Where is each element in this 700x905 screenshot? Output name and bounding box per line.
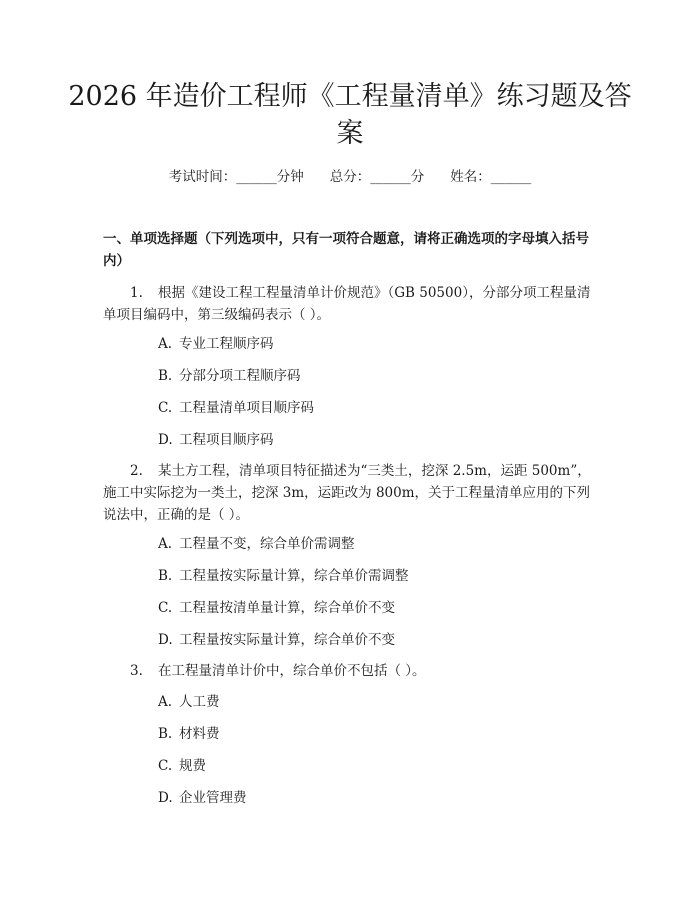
option-letter: B.	[158, 568, 173, 584]
option-text: 工程量清单项目顺序码	[179, 400, 314, 416]
option-letter: D.	[158, 632, 173, 648]
option-text: 人工费	[179, 694, 220, 710]
question-1-option-c	[158, 398, 314, 418]
exam-time-field: 考试时间：______分钟	[168, 169, 304, 185]
option-letter: C.	[158, 758, 173, 774]
option-text: 专业工程顺序码	[179, 336, 274, 352]
question-3-option-c	[158, 756, 206, 776]
option-text: 工程量按实际量计算，综合单价需调整	[179, 568, 409, 584]
question-3-option-b	[158, 724, 220, 744]
question-number: 2.	[130, 463, 143, 479]
question-2-option-d	[158, 630, 395, 650]
section-heading-single-choice: 一、单项选择题（下列选项中，只有一项符合题意，请将正确选项的字母填入括号内）	[103, 231, 589, 269]
question-3-option-a	[158, 692, 220, 712]
question-text: 根据《建设工程工程量清单计价规范》（GB 50500），分部分项工程量清单项目编码中，第三级编码表示（ ）。	[103, 285, 591, 323]
question-text: 某土方工程，清单项目特征描述为“三类土，挖深 2.5m，运距 500m”，施工中实际挖为一类土，挖深 3m，运距改为 800m，关于工程量清单应用的下列说法中，正确的是（ ）。	[103, 463, 591, 523]
option-text: 工程量按清单量计算，综合单价不变	[179, 600, 395, 616]
option-text: 分部分项工程顺序码	[179, 368, 301, 384]
option-text: 工程项目顺序码	[179, 432, 274, 448]
question-2-option-a	[158, 534, 355, 554]
exam-score-field: 总分：______分	[329, 169, 425, 185]
question-1	[103, 282, 599, 326]
option-text: 工程量按实际量计算，综合单价不变	[179, 632, 395, 648]
option-letter: D.	[158, 790, 173, 806]
question-2-option-c	[158, 598, 395, 618]
option-letter: A.	[158, 336, 173, 352]
option-letter: B.	[158, 368, 173, 384]
exam-info-line	[0, 167, 700, 187]
question-1-option-a	[158, 334, 274, 354]
question-text: 在工程量清单计价中，综合单价不包括（ ）。	[158, 663, 426, 679]
document-title: 2026 年造价工程师《工程量清单》练习题及答案	[68, 81, 632, 149]
option-letter: A.	[158, 536, 173, 552]
option-text: 规费	[179, 758, 206, 774]
question-1-option-b	[158, 366, 301, 386]
question-1-option-d	[158, 430, 274, 450]
option-letter: B.	[158, 726, 173, 742]
option-text: 企业管理费	[179, 790, 247, 806]
option-text: 工程量不变，综合单价需调整	[179, 536, 355, 552]
question-2-option-b	[158, 566, 409, 586]
question-3	[103, 660, 599, 682]
question-3-option-d	[158, 788, 247, 808]
option-text: 材料费	[179, 726, 220, 742]
question-number: 1.	[130, 285, 143, 301]
option-letter: D.	[158, 432, 173, 448]
option-letter: C.	[158, 600, 173, 616]
option-letter: C.	[158, 400, 173, 416]
question-number: 3.	[130, 663, 143, 679]
question-2	[103, 460, 599, 526]
option-letter: A.	[158, 694, 173, 710]
exam-name-field: 姓名：______	[450, 169, 532, 185]
